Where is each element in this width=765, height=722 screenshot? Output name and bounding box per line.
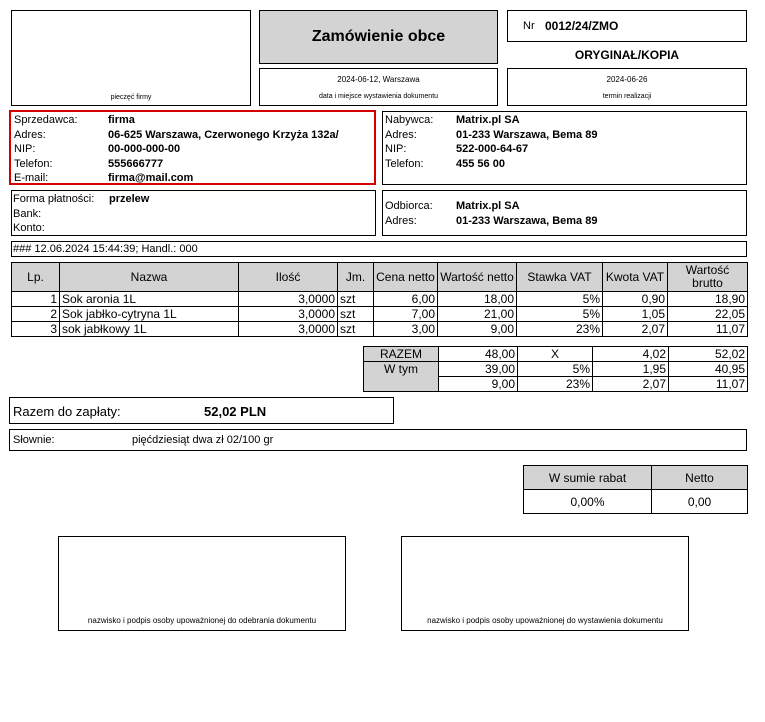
incl-vat-amount: 1,95 bbox=[593, 362, 669, 377]
due-date: 2024-06-26 bbox=[606, 75, 648, 84]
document-number: 0012/24/ZMO bbox=[545, 19, 619, 33]
summary-incl-row bbox=[364, 362, 748, 377]
discount-table bbox=[523, 465, 748, 514]
discount-value: 0,00% bbox=[524, 490, 652, 514]
discount-header: W sumie rabat bbox=[524, 466, 652, 490]
amount-to-pay-value: 52,02 PLN bbox=[204, 404, 267, 419]
issuer-signature-caption: nazwisko i podpis osoby upoważnionej do wystawienia dokumentu bbox=[427, 616, 663, 625]
seller-box bbox=[9, 110, 376, 185]
amount-in-words-box bbox=[9, 429, 747, 451]
document-title bbox=[259, 10, 498, 64]
cell-vat-rate: 5% bbox=[517, 292, 603, 307]
seller-name: firma bbox=[108, 114, 135, 126]
document-number-box bbox=[507, 10, 747, 42]
cell-net-value: 18,00 bbox=[438, 292, 517, 307]
cell-qty: 3,0000 bbox=[239, 292, 338, 307]
cell-qty: 3,0000 bbox=[239, 322, 338, 337]
buyer-address: 01-233 Warszawa, Bema 89 bbox=[456, 128, 598, 141]
buyer-phone-label: Telefon: bbox=[385, 157, 424, 170]
cell-unit: szt bbox=[338, 307, 374, 322]
buyer-values bbox=[456, 113, 597, 171]
cell-vat-amount: 0,90 bbox=[603, 292, 668, 307]
summary-total-row bbox=[364, 347, 748, 362]
cell-net-price: 6,00 bbox=[374, 292, 438, 307]
col-name: Nazwa bbox=[60, 263, 239, 292]
amount-to-pay-label: Razem do zapłaty: bbox=[13, 404, 121, 419]
col-net-price: Cena netto bbox=[374, 263, 438, 292]
seller-values bbox=[108, 113, 339, 186]
copy-label: ORYGINAŁ/KOPIA bbox=[574, 48, 680, 62]
col-lp: Lp. bbox=[12, 263, 60, 292]
receiver-signature-box bbox=[58, 536, 346, 631]
total-label: RAZEM bbox=[364, 347, 439, 362]
company-stamp-box bbox=[11, 10, 251, 106]
cell-name: Sok jabłko-cytryna 1L bbox=[60, 307, 239, 322]
issue-caption: data i miejsce wystawienia dokumentu bbox=[318, 93, 439, 100]
recipient-address: 01-233 Warszawa, Bema 89 bbox=[456, 214, 598, 227]
total-gross: 52,02 bbox=[669, 347, 748, 362]
incl-gross: 11,07 bbox=[669, 377, 748, 392]
col-qty: Ilość bbox=[239, 263, 338, 292]
due-date-box bbox=[507, 68, 747, 106]
buyer-nip-label: NIP: bbox=[385, 143, 407, 155]
cell-vat-rate: 5% bbox=[517, 307, 603, 322]
amount-to-pay-box bbox=[9, 397, 394, 424]
cell-gross-value: 11,07 bbox=[668, 322, 748, 337]
buyer-address-label: Adres: bbox=[385, 128, 417, 141]
buyer-label: Nabywca: bbox=[385, 114, 434, 126]
seller-nip: 00-000-000-00 bbox=[108, 143, 181, 155]
cell-lp: 3 bbox=[12, 322, 60, 337]
account-label: Konto: bbox=[13, 222, 45, 234]
summary-table bbox=[363, 346, 748, 392]
address-label: Adres: bbox=[14, 128, 46, 141]
recipient-label: Odbiorca: bbox=[385, 200, 433, 212]
due-caption: termin realizacji bbox=[602, 93, 652, 100]
discount-header-row bbox=[524, 466, 748, 490]
cell-name: Sok aronia 1L bbox=[60, 292, 239, 307]
seller-label: Sprzedawca: bbox=[14, 114, 78, 126]
col-net-value: Wartość netto bbox=[438, 263, 517, 292]
payment-values bbox=[109, 192, 149, 207]
buyer-nip: 522-000-64-67 bbox=[456, 143, 529, 155]
cell-lp: 1 bbox=[12, 292, 60, 307]
payment-box bbox=[11, 190, 376, 236]
info-line-text: ### 12.06.2024 15:44:39; Handl.: 000 bbox=[13, 243, 198, 255]
recipient-labels bbox=[385, 199, 433, 228]
table-row bbox=[12, 292, 748, 307]
email-label: E-mail: bbox=[14, 172, 49, 184]
payment-method-label: Forma płatności: bbox=[13, 193, 95, 205]
cell-qty: 3,0000 bbox=[239, 307, 338, 322]
bank-label: Bank: bbox=[13, 207, 42, 220]
issue-place-date: 2024-06-12, Warszawa bbox=[337, 75, 420, 84]
seller-address: 06-625 Warszawa, Czerwonego Krzyża 132a/ bbox=[108, 128, 339, 141]
recipient-address-label: Adres: bbox=[385, 214, 417, 227]
col-gross-value: Wartość brutto bbox=[668, 263, 748, 292]
cell-vat-amount: 1,05 bbox=[603, 307, 668, 322]
col-vat-rate: Stawka VAT bbox=[517, 263, 603, 292]
amount-in-words-label: Słownie: bbox=[13, 434, 55, 446]
cell-name: sok jabłkowy 1L bbox=[60, 322, 239, 337]
buyer-box bbox=[382, 111, 747, 185]
seller-email: firma@mail.com bbox=[108, 172, 194, 184]
amount-in-words-value: pięćdziesiąt dwa zł 02/100 gr bbox=[132, 434, 274, 446]
table-row bbox=[12, 322, 748, 337]
nip-label: NIP: bbox=[14, 143, 36, 155]
incl-net: 39,00 bbox=[439, 362, 518, 377]
total-vat-amount: 4,02 bbox=[593, 347, 669, 362]
cell-net-price: 3,00 bbox=[374, 322, 438, 337]
total-vat-rate: X bbox=[518, 347, 593, 362]
items-table bbox=[11, 262, 748, 337]
table-row bbox=[12, 307, 748, 322]
cell-lp: 2 bbox=[12, 307, 60, 322]
cell-vat-amount: 2,07 bbox=[603, 322, 668, 337]
incl-net: 9,00 bbox=[439, 377, 518, 392]
netto-value: 0,00 bbox=[652, 490, 748, 514]
seller-labels bbox=[14, 113, 78, 186]
cell-net-value: 9,00 bbox=[438, 322, 517, 337]
incl-vat-amount: 2,07 bbox=[593, 377, 669, 392]
cell-unit: szt bbox=[338, 292, 374, 307]
cell-net-value: 21,00 bbox=[438, 307, 517, 322]
total-net: 48,00 bbox=[439, 347, 518, 362]
issue-date-box bbox=[259, 68, 498, 106]
recipient-values bbox=[456, 199, 597, 228]
stamp-caption: pieczęć firmy bbox=[110, 94, 152, 101]
cell-net-price: 7,00 bbox=[374, 307, 438, 322]
netto-header: Netto bbox=[652, 466, 748, 490]
incl-gross: 40,95 bbox=[669, 362, 748, 377]
info-line bbox=[11, 241, 747, 257]
buyer-phone: 455 56 00 bbox=[456, 157, 505, 170]
seller-phone: 555666777 bbox=[108, 157, 164, 170]
buyer-labels bbox=[385, 113, 433, 171]
incl-label: W tym bbox=[364, 362, 439, 392]
payment-labels bbox=[13, 192, 94, 236]
col-vat-amount: Kwota VAT bbox=[603, 263, 668, 292]
payment-method: przelew bbox=[109, 193, 150, 205]
number-label: Nr bbox=[523, 20, 535, 32]
discount-value-row bbox=[524, 490, 748, 514]
cell-unit: szt bbox=[338, 322, 374, 337]
phone-label: Telefon: bbox=[14, 157, 53, 170]
recipient-name: Matrix.pl SA bbox=[456, 200, 520, 212]
items-header-row bbox=[12, 263, 748, 292]
receiver-signature-caption: nazwisko i podpis osoby upoważnionej do odebrania dokumentu bbox=[87, 616, 317, 625]
cell-gross-value: 22,05 bbox=[668, 307, 748, 322]
buyer-name: Matrix.pl SA bbox=[456, 114, 520, 126]
incl-vat-rate: 5% bbox=[518, 362, 593, 377]
recipient-box bbox=[382, 190, 747, 236]
cell-vat-rate: 23% bbox=[517, 322, 603, 337]
col-unit: Jm. bbox=[338, 263, 374, 292]
issuer-signature-box bbox=[401, 536, 689, 631]
incl-vat-rate: 23% bbox=[518, 377, 593, 392]
document-title-text: Zamówienie obce bbox=[311, 28, 446, 45]
cell-gross-value: 18,90 bbox=[668, 292, 748, 307]
